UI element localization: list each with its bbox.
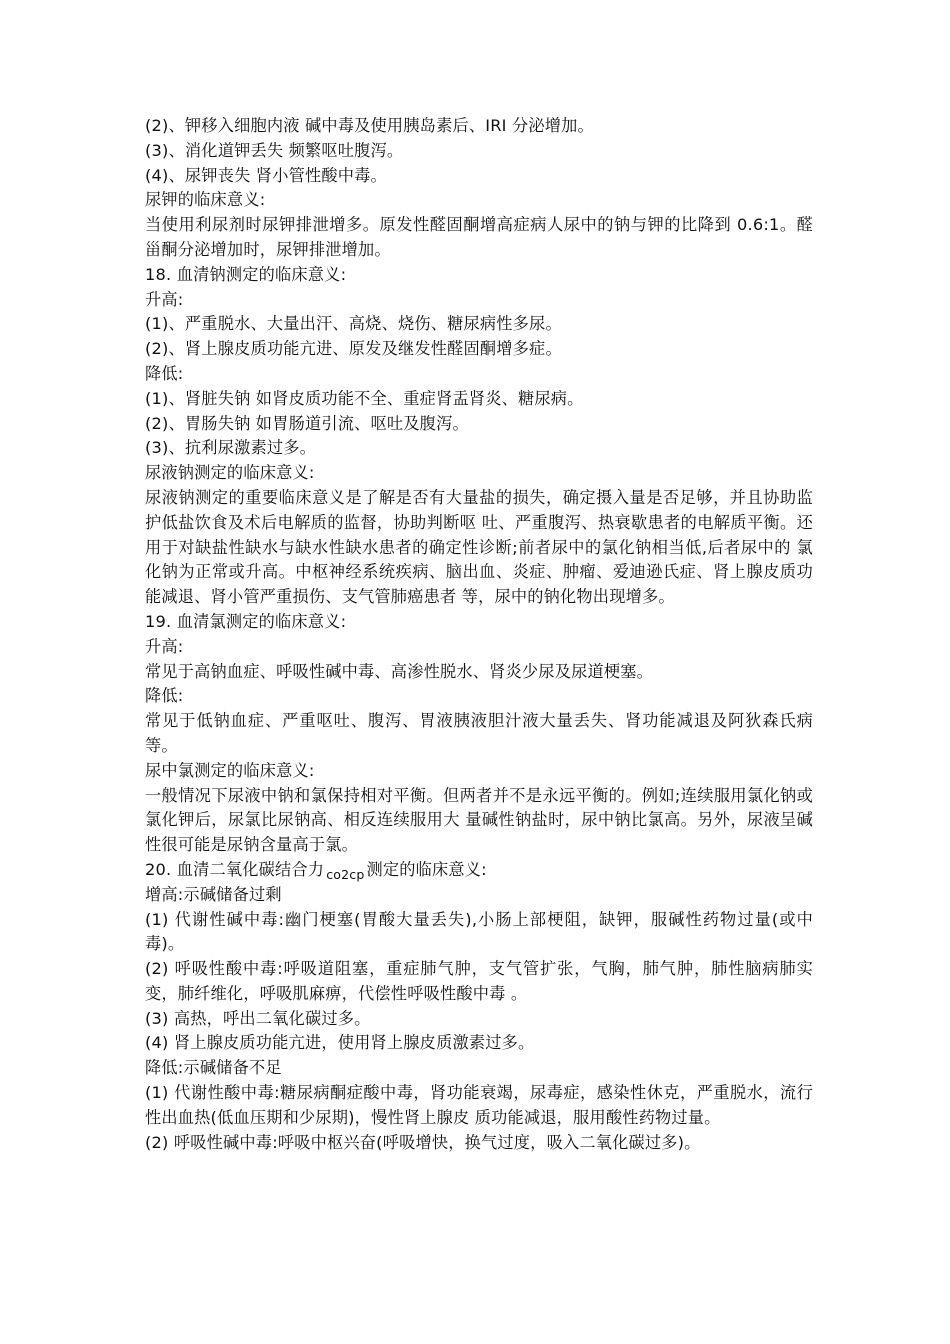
section-18-decrease-item: (3)、抗利尿激素过多。 xyxy=(145,438,317,458)
section-20-increase-item: (1) 代谢性碱中毒:幽门梗塞(胃酸大量丢失),小肠上部梗阻，缺钾，服碱性药物过量(或中毒)。 xyxy=(145,909,813,954)
section-18-increase-label: 升高: xyxy=(145,289,184,309)
section-20-title-suffix: 测定的临床意义: xyxy=(366,859,487,879)
urine-sodium-heading: 尿液钠测定的临床意义: xyxy=(145,463,315,483)
potassium-cause-3: (3)、消化道钾丢失 频繁呕吐腹泻。 xyxy=(145,140,404,160)
section-20-increase-item: (2) 呼吸性酸中毒:呼吸道阻塞，重症肺气肿，支气管扩张，气胸，肺气肿，肺性脑病肺实变，肺纤维化，呼吸肌麻痹，代偿性呼吸性酸中毒 。 xyxy=(145,959,813,1003)
section-20-decrease-item: (1) 代谢性酸中毒:糖尿病酮症酸中毒，肾功能衰竭，尿毒症，感染性休克，严重脱水，流行性出血热(低血压期和少尿期)，慢性肾上腺皮 质功能减退，服用酸性药物过量。 xyxy=(145,1083,813,1127)
section-19-decrease-text: 常见于低钠血症、严重呕吐、腹泻、胃液胰液胆汁液大量丢失、肾功能减退及阿狄森氏病等。 xyxy=(145,711,813,755)
section-20-decrease-label: 降低:示碱储备不足 xyxy=(145,1058,282,1078)
section-20-increase-item: (3) 高热，呼出二氧化碳过多。 xyxy=(145,1008,371,1028)
section-19-increase-text: 常见于高钠血症、呼吸性碱中毒、高渗性脱水、肾炎少尿及尿道梗塞。 xyxy=(145,661,654,681)
section-19-title: 19. 血清氯测定的临床意义: xyxy=(145,611,347,631)
section-20-title xyxy=(145,858,813,883)
potassium-cause-2: (2)、钾移入细胞内液 碱中毒及使用胰岛素后、IRI 分泌增加。 xyxy=(145,116,594,135)
section-18-decrease-item: (2)、胃肠失钠 如胃肠道引流、呕吐及腹泻。 xyxy=(145,413,469,433)
urine-sodium-paragraph: 尿液钠测定的重要临床意义是了解是否有大量盐的损失，确定摄入量是否足够，并且协助监护低盐饮食及术后电解质的监督，协助判断呕 吐、严重腹泻、热衰歇患者的电解质平衡。还用于对缺盐性缺水与缺水性缺水患者的确定性诊断;前者尿中的氯化钠相当低,后者尿中的 氯化钠为正常或升高。中枢神经系统疾病、脑出血、炎症、肿瘤、爱迪逊氏症、肾上腺皮质功能减退、肾小管严重损伤、支气管肺癌患者 等，尿中的钠化物出现增多。 xyxy=(145,487,813,607)
section-20-increase-label: 增高:示碱储备过剩 xyxy=(145,884,282,904)
section-18-title: 18. 血清钠测定的临床意义: xyxy=(145,264,347,284)
urine-chloride-heading: 尿中氯测定的临床意义: xyxy=(145,760,315,780)
section-20-decrease-item: (2) 呼吸性碱中毒:呼吸中枢兴奋(呼吸增快，换气过度，吸入二氧化碳过多)。 xyxy=(145,1132,701,1152)
section-20-title-prefix: 20. 血清二氧化碳结合力 xyxy=(145,859,325,879)
potassium-cause-4: (4)、尿钾丧失 肾小管性酸中毒。 xyxy=(145,165,387,185)
urine-potassium-paragraph: 当使用利尿剂时尿钾排泄增多。原发性醛固酮增高症病人尿中的钠与钾的比降到 0.6:1。醛甾酮分泌增加时，尿钾排泄增加。 xyxy=(145,215,813,259)
section-20-increase-item: (4) 肾上腺皮质功能亢进，使用肾上腺皮质激素过多。 xyxy=(145,1033,535,1053)
section-18-decrease-item: (1)、肾脏失钠 如肾皮质功能不全、重症肾盂肾炎、糖尿病。 xyxy=(145,388,584,408)
section-18-increase-item: (2)、肾上腺皮质功能亢进、原发及继发性醛固酮增多症。 xyxy=(145,339,562,359)
urine-potassium-heading: 尿钾的临床意义: xyxy=(145,190,266,210)
section-19-decrease-label: 降低: xyxy=(145,686,184,706)
section-19-increase-label: 升高: xyxy=(145,636,184,656)
section-18-increase-item: (1)、严重脱水、大量出汗、高烧、烧伤、糖尿病性多尿。 xyxy=(145,314,562,334)
document-body xyxy=(145,114,813,1155)
urine-chloride-paragraph: 一般情况下尿液中钠和氯保持相对平衡。但两者并不是永远平衡的。例如;连续服用氯化钠或氯化钾后，尿氯比尿钠高、相反连续服用大 量碱性钠盐时，尿中钠比氯高。另外，尿液呈碱性很可能是尿钠含量高于氯。 xyxy=(145,785,813,855)
section-20-title-subscript: co2cp xyxy=(326,866,365,882)
section-18-decrease-label: 降低: xyxy=(145,363,184,383)
